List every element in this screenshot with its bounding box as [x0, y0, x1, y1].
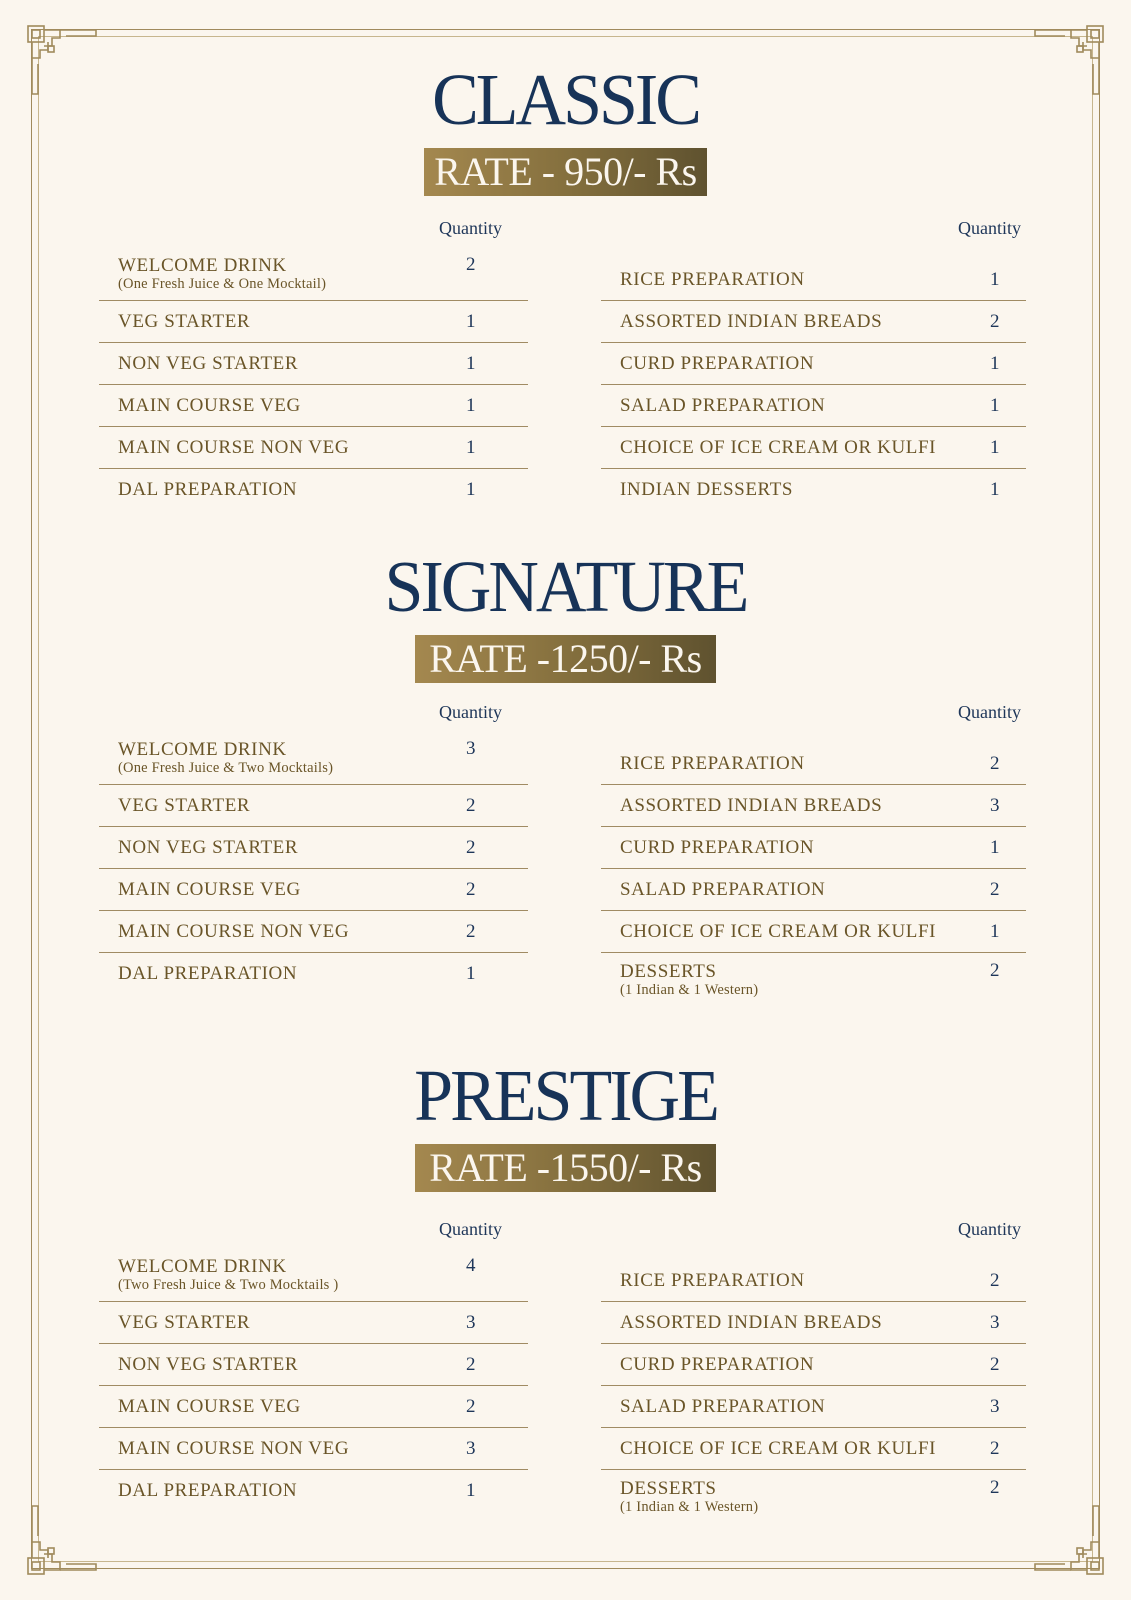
item-name: CURD PREPARATION: [620, 1353, 815, 1375]
item-quantity: 1: [990, 479, 1000, 500]
item-quantity: 3: [466, 1437, 476, 1459]
menu-row: [601, 953, 1026, 1007]
item-name: DAL PREPARATION: [118, 1480, 298, 1501]
item-quantity: 2: [990, 752, 1000, 774]
menu-row: [601, 827, 1026, 869]
menu-row: [99, 469, 528, 511]
item-quantity: 1: [990, 268, 1000, 290]
item-name: MAIN COURSE VEG: [118, 878, 301, 900]
menu-row: [99, 869, 528, 911]
menu-row: [99, 385, 528, 427]
item-quantity: 1: [990, 436, 1000, 458]
item-name: RICE PREPARATION: [620, 752, 805, 774]
menu-row: [99, 427, 528, 469]
item-name: CHOICE OF ICE CREAM OR KULFI: [620, 436, 937, 458]
package-title: CLASSIC: [432, 60, 699, 141]
corner-ornament-icon: [26, 1504, 98, 1576]
item-quantity: 2: [466, 254, 476, 275]
menu-row: [99, 1470, 528, 1512]
item-name: MAIN COURSE NON VEG: [118, 1437, 350, 1459]
item-name: DAL PREPARATION: [118, 963, 298, 984]
menu-row: [99, 1428, 528, 1470]
item-name: SALAD PREPARATION: [620, 394, 826, 416]
item-note: (1 Indian & 1 Western): [620, 982, 759, 998]
item-quantity: 1: [466, 310, 476, 332]
menu-row: [99, 785, 528, 827]
item-name: VEG STARTER: [118, 794, 251, 816]
item-note: (Two Fresh Juice & Two Mocktails ): [118, 1277, 339, 1293]
quantity-header: Quantity: [958, 702, 1021, 722]
menu-row: [601, 1428, 1026, 1470]
item-quantity: 2: [466, 920, 476, 942]
item-quantity: 1: [466, 436, 476, 458]
item-quantity: 1: [466, 963, 476, 984]
menu-row: [601, 469, 1026, 511]
menu-row: [99, 953, 528, 995]
quantity-header: Quantity: [439, 702, 502, 722]
item-quantity: 3: [466, 1311, 476, 1333]
item-quantity: 2: [466, 1395, 476, 1417]
menu-row: [601, 385, 1026, 427]
item-quantity: 2: [990, 960, 1000, 981]
item-name: CURD PREPARATION: [620, 352, 815, 374]
menu-row: [601, 1302, 1026, 1344]
item-name: DAL PREPARATION: [118, 479, 298, 500]
item-name: DESSERTS: [620, 1478, 717, 1499]
rate-badge: RATE - 950/- Rs: [424, 148, 707, 196]
menu-row: [99, 731, 528, 785]
item-quantity: 3: [990, 1311, 1000, 1333]
menu-row: [601, 743, 1026, 785]
menu-row: [601, 301, 1026, 343]
item-quantity: 1: [466, 352, 476, 374]
item-quantity: 1: [466, 394, 476, 416]
menu-row: [601, 1386, 1026, 1428]
menu-row: [99, 1344, 528, 1386]
item-quantity: 2: [466, 836, 476, 858]
item-quantity: 2: [990, 310, 1000, 332]
item-name: WELCOME DRINK: [118, 255, 287, 276]
menu-row: [601, 869, 1026, 911]
rate-badge: RATE -1550/- Rs: [415, 1144, 716, 1192]
item-name: CHOICE OF ICE CREAM OR KULFI: [620, 920, 937, 942]
menu-row: [601, 1344, 1026, 1386]
item-note: (One Fresh Juice & Two Mocktails): [118, 760, 334, 776]
menu-row: [99, 1302, 528, 1344]
item-note: (One Fresh Juice & One Mocktail): [118, 276, 327, 292]
menu-row: [601, 1470, 1026, 1524]
quantity-header: Quantity: [958, 218, 1021, 238]
item-name: ASSORTED INDIAN BREADS: [620, 1311, 883, 1333]
menu-row: [601, 343, 1026, 385]
item-name: ASSORTED INDIAN BREADS: [620, 794, 883, 816]
package-title: SIGNATURE: [384, 547, 747, 628]
item-quantity: 1: [990, 920, 1000, 942]
item-quantity: 1: [990, 352, 1000, 374]
item-name: WELCOME DRINK: [118, 739, 287, 760]
item-name: MAIN COURSE NON VEG: [118, 436, 350, 458]
item-quantity: 3: [466, 738, 476, 759]
item-name: SALAD PREPARATION: [620, 1395, 826, 1417]
menu-row: [601, 427, 1026, 469]
quantity-header: Quantity: [958, 1219, 1021, 1239]
item-name: MAIN COURSE NON VEG: [118, 920, 350, 942]
item-quantity: 1: [466, 479, 476, 500]
item-quantity: 2: [466, 1353, 476, 1375]
item-name: DESSERTS: [620, 961, 717, 982]
item-quantity: 1: [990, 836, 1000, 858]
item-quantity: 2: [990, 1353, 1000, 1375]
menu-row: [601, 785, 1026, 827]
menu-row: [99, 301, 528, 343]
item-name: ASSORTED INDIAN BREADS: [620, 310, 883, 332]
item-name: VEG STARTER: [118, 310, 251, 332]
item-quantity: 3: [990, 1395, 1000, 1417]
item-quantity: 3: [990, 794, 1000, 816]
menu-row: [601, 1260, 1026, 1302]
package-title: PRESTIGE: [414, 1056, 717, 1137]
item-quantity: 2: [990, 1437, 1000, 1459]
item-quantity: 2: [990, 1477, 1000, 1498]
item-name: MAIN COURSE VEG: [118, 394, 301, 416]
menu-row: [601, 259, 1026, 301]
item-name: CURD PREPARATION: [620, 836, 815, 858]
quantity-header: Quantity: [439, 1219, 502, 1239]
menu-row: [99, 1386, 528, 1428]
item-name: INDIAN DESSERTS: [620, 479, 794, 500]
item-quantity: 2: [990, 878, 1000, 900]
corner-ornament-icon: [1033, 1504, 1105, 1576]
item-name: NON VEG STARTER: [118, 352, 299, 374]
item-note: (1 Indian & 1 Western): [620, 1499, 759, 1515]
item-quantity: 4: [466, 1255, 476, 1276]
item-quantity: 2: [990, 1269, 1000, 1291]
menu-row: [99, 247, 528, 301]
item-name: CHOICE OF ICE CREAM OR KULFI: [620, 1437, 937, 1459]
item-name: WELCOME DRINK: [118, 1256, 287, 1277]
quantity-header: Quantity: [439, 218, 502, 238]
item-name: NON VEG STARTER: [118, 836, 299, 858]
menu-row: [99, 343, 528, 385]
item-quantity: 2: [466, 878, 476, 900]
item-name: VEG STARTER: [118, 1311, 251, 1333]
menu-row: [99, 911, 528, 953]
item-name: SALAD PREPARATION: [620, 878, 826, 900]
item-quantity: 2: [466, 794, 476, 816]
menu-row: [99, 827, 528, 869]
rate-badge: RATE -1250/- Rs: [415, 635, 716, 683]
item-name: MAIN COURSE VEG: [118, 1395, 301, 1417]
item-name: RICE PREPARATION: [620, 1269, 805, 1291]
item-quantity: 1: [466, 1480, 476, 1501]
item-name: RICE PREPARATION: [620, 268, 805, 290]
menu-row: [601, 911, 1026, 953]
item-name: NON VEG STARTER: [118, 1353, 299, 1375]
menu-row: [99, 1248, 528, 1302]
item-quantity: 1: [990, 394, 1000, 416]
